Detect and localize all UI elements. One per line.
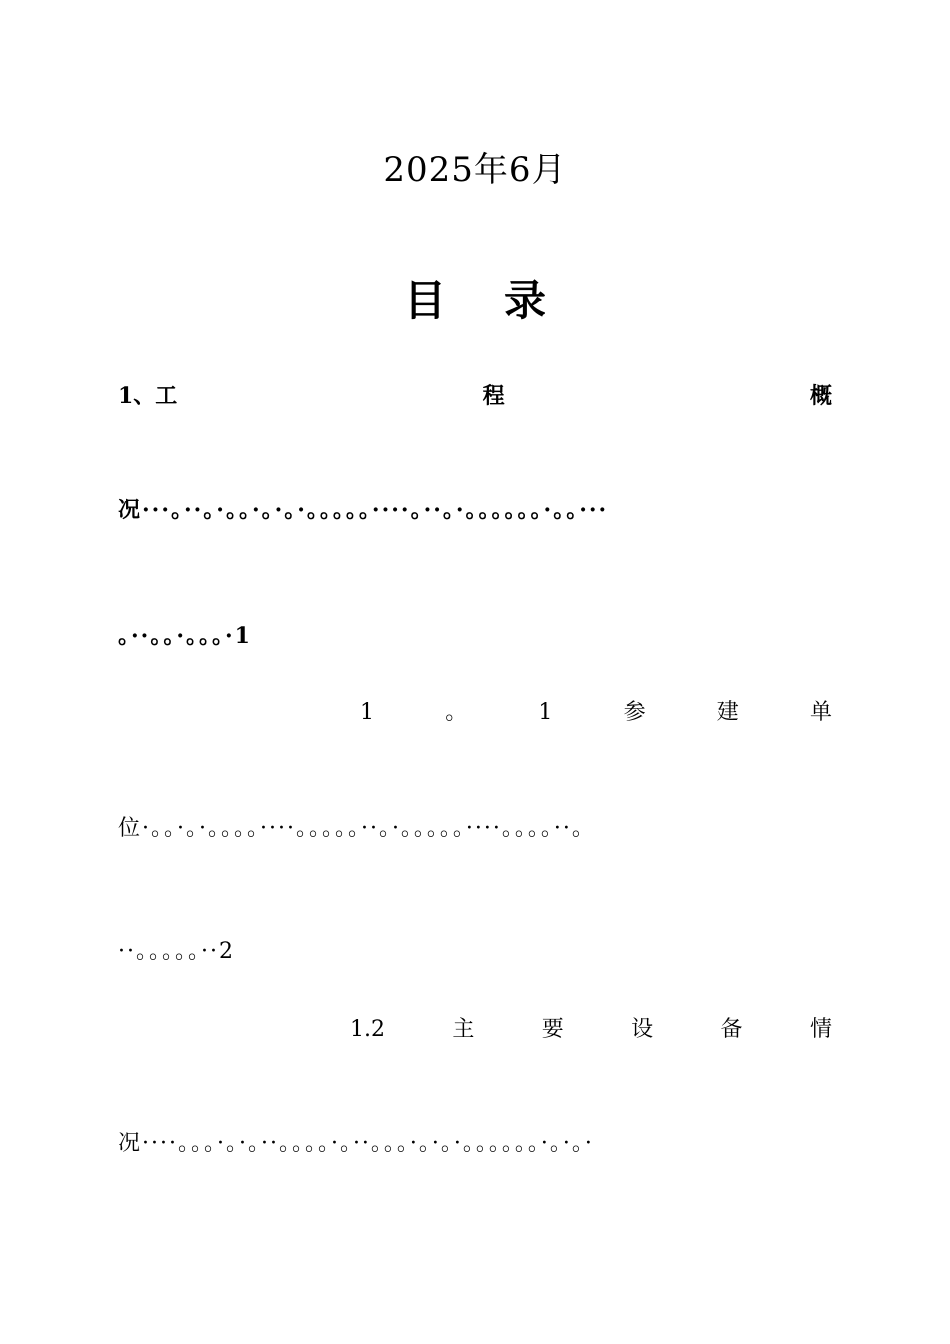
toc-entry-2-part-4: 参 xyxy=(623,700,646,725)
toc-entry-3-part-2: 主 xyxy=(452,1017,475,1042)
toc-entry-3-leader[interactable]: 况····。。。·。·。··。。。。·。··。。。·。·。·。。。。。。·。·。· xyxy=(118,1131,594,1156)
toc-entry-2-part-3: 1 xyxy=(538,700,553,725)
toc-entry-1-part-2: 程 xyxy=(482,383,505,409)
toc-entry-2-part-2: 。 xyxy=(445,700,468,725)
toc-entry-1-part-1: 1、工 xyxy=(118,383,178,409)
toc-entry-2-heading[interactable] xyxy=(360,699,832,727)
toc-entry-1-page[interactable]: 。··。。·。。。·1 xyxy=(118,623,252,649)
toc-entry-3-part-6: 情 xyxy=(809,1017,832,1042)
toc-entry-3-part-5: 备 xyxy=(720,1017,743,1042)
toc-entry-2-part-6: 单 xyxy=(809,700,832,725)
toc-entry-2-page[interactable]: ··。。。。。··2 xyxy=(118,939,235,964)
toc-entry-2-part-5: 建 xyxy=(716,700,739,725)
toc-entry-1-leader[interactable]: 况···。··。·。。·。·。·。。。。。····。··。·。。。。。。·。。··· xyxy=(118,497,609,523)
document-date: 2025年6月 xyxy=(383,150,567,190)
toc-entry-1-heading[interactable] xyxy=(118,382,832,410)
toc-title xyxy=(0,268,950,328)
toc-entry-3-part-1: 1.2 xyxy=(350,1017,385,1042)
toc-entry-3-heading[interactable] xyxy=(350,1016,832,1044)
toc-entry-2-part-1: 1 xyxy=(360,700,374,725)
toc-entry-2-leader[interactable]: 位·。。·。·。。。。····。。。。。··。·。。。。。····。。。。··。 xyxy=(118,816,596,841)
toc-title-char-2: 录 xyxy=(504,276,547,325)
toc-entry-3-part-4: 设 xyxy=(631,1017,654,1042)
toc-title-char-1: 目 xyxy=(403,276,446,325)
toc-entry-3-part-3: 要 xyxy=(541,1017,564,1042)
toc-entry-1-part-3: 概 xyxy=(809,383,832,409)
